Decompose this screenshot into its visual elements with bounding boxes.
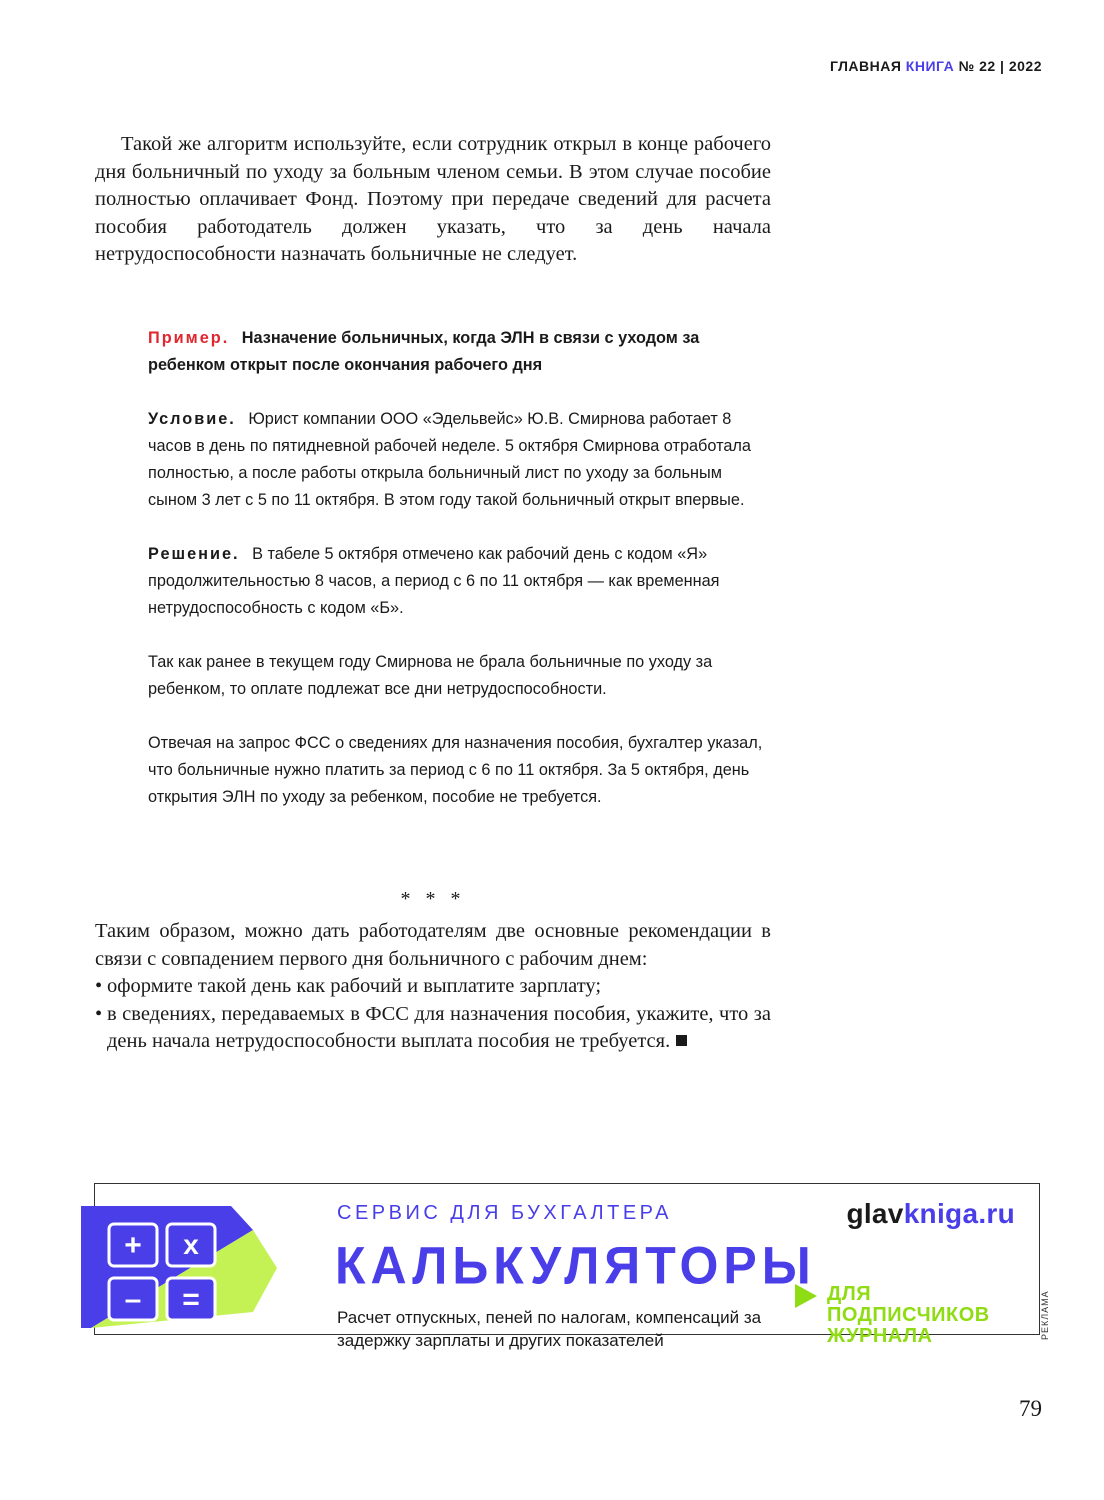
example-title bbox=[148, 325, 768, 379]
example-box bbox=[148, 325, 768, 838]
svg-text:=: = bbox=[182, 1283, 200, 1316]
list-item: • оформите такой день как рабочий и выплатите зарплату; bbox=[95, 973, 771, 1001]
calculator-graphic bbox=[81, 1206, 281, 1328]
ad-banner[interactable]: + x – = СЕРВИС ДЛЯ БУХГАЛТЕРА КАЛЬКУЛЯТОРЫ Расчет отпускных, пеней по налогам, компенсаций за задержку зарплаты и других показателей glavkniga.ru ДЛЯ ПОДПИСЧИКОВ ЖУРНАЛА bbox=[94, 1183, 1040, 1335]
issue-number: № 22 | 2022 bbox=[958, 58, 1042, 74]
ad-description: Расчет отпускных, пеней по налогам, компенсаций за задержку зарплаты и других показателей bbox=[337, 1308, 762, 1350]
list-item: • в сведениях, передаваемых в ФСС для назначения пособия, укажите, что за день начала нетрудоспособности выплата пособия не требуется. bbox=[95, 1001, 771, 1056]
example-title-text: Назначение больничных, когда ЭЛН в связи с уходом за ребенком открыт после окончания рабочего дня bbox=[148, 329, 700, 374]
condition-text: Юрист компании ООО «Эдельвейс» Ю.В. Смирнова работает 8 часов в день по пятидневной рабочей неделе. 5 октября Смирнова отработала полностью, а после работы открыла больничный лист по уходу за больным сыном 3 лет с 5 по 11 октября. В этом году такой больничный открыт впервые. bbox=[148, 410, 751, 509]
ad-subtitle: СЕРВИС ДЛЯ БУХГАЛТЕРА bbox=[337, 1202, 673, 1224]
ad-label: РЕКЛАМА bbox=[1040, 1290, 1050, 1340]
example-paragraph-3: Отвечая на запрос ФСС о сведениях для назначения пособия, бухгалтер указал, что больничные нужно платить за период с 6 по 11 октября. За 5 октября, день открытия ЭЛН по уходу за ребенком, пособие не требуется. bbox=[148, 734, 763, 806]
play-arrow-icon bbox=[795, 1284, 817, 1308]
page-number: 79 bbox=[1019, 1396, 1042, 1421]
conclusion-intro: Таким образом, можно дать работодателям две основные рекомендации в связи с совпадением первого дня больничного с рабочим днем: bbox=[95, 920, 771, 970]
example-label: Пример. bbox=[148, 329, 230, 347]
svg-text:–: – bbox=[124, 1283, 142, 1316]
example-paragraph-2: Так как ранее в текущем году Смирнова не брала больничные по уходу за ребенком, то оплате подлежат все дни нетрудоспособности. bbox=[148, 653, 713, 698]
recommendation-list bbox=[95, 973, 771, 1056]
example-solution bbox=[148, 541, 768, 622]
end-mark-icon bbox=[676, 1035, 687, 1046]
svg-text:x: x bbox=[183, 1229, 199, 1260]
article-paragraph-1: Такой же алгоритм используйте, если сотрудник открыл в конце рабочего дня больничный по уходу за больным членом семьи. В этом случае пособие полностью оплачивает Фонд. Поэтому при передаче сведений для расчета пособия работодатель должен указать, что за день начала нетрудоспособности назначать больничные не следует. bbox=[95, 133, 771, 265]
conclusion bbox=[95, 918, 771, 1056]
solution-label: Решение. bbox=[148, 545, 240, 563]
running-header bbox=[830, 58, 1042, 74]
section-separator: * * * bbox=[400, 888, 466, 910]
condition-label: Условие. bbox=[148, 410, 236, 428]
ad-title: КАЛЬКУЛЯТОРЫ bbox=[335, 1236, 816, 1296]
example-condition bbox=[148, 406, 768, 514]
svg-text:+: + bbox=[124, 1229, 142, 1262]
ad-site-link[interactable]: glavkniga.ru bbox=[846, 1198, 1015, 1229]
solution-text: В табеле 5 октября отмечено как рабочий день с кодом «Я» продолжительностью 8 часов, а период с 6 по 11 октября — как временная нетрудоспособность с кодом «Б». bbox=[148, 545, 720, 617]
magazine-name-1: ГЛАВНАЯ bbox=[829, 58, 902, 74]
magazine-name-2: КНИГА bbox=[905, 58, 955, 74]
